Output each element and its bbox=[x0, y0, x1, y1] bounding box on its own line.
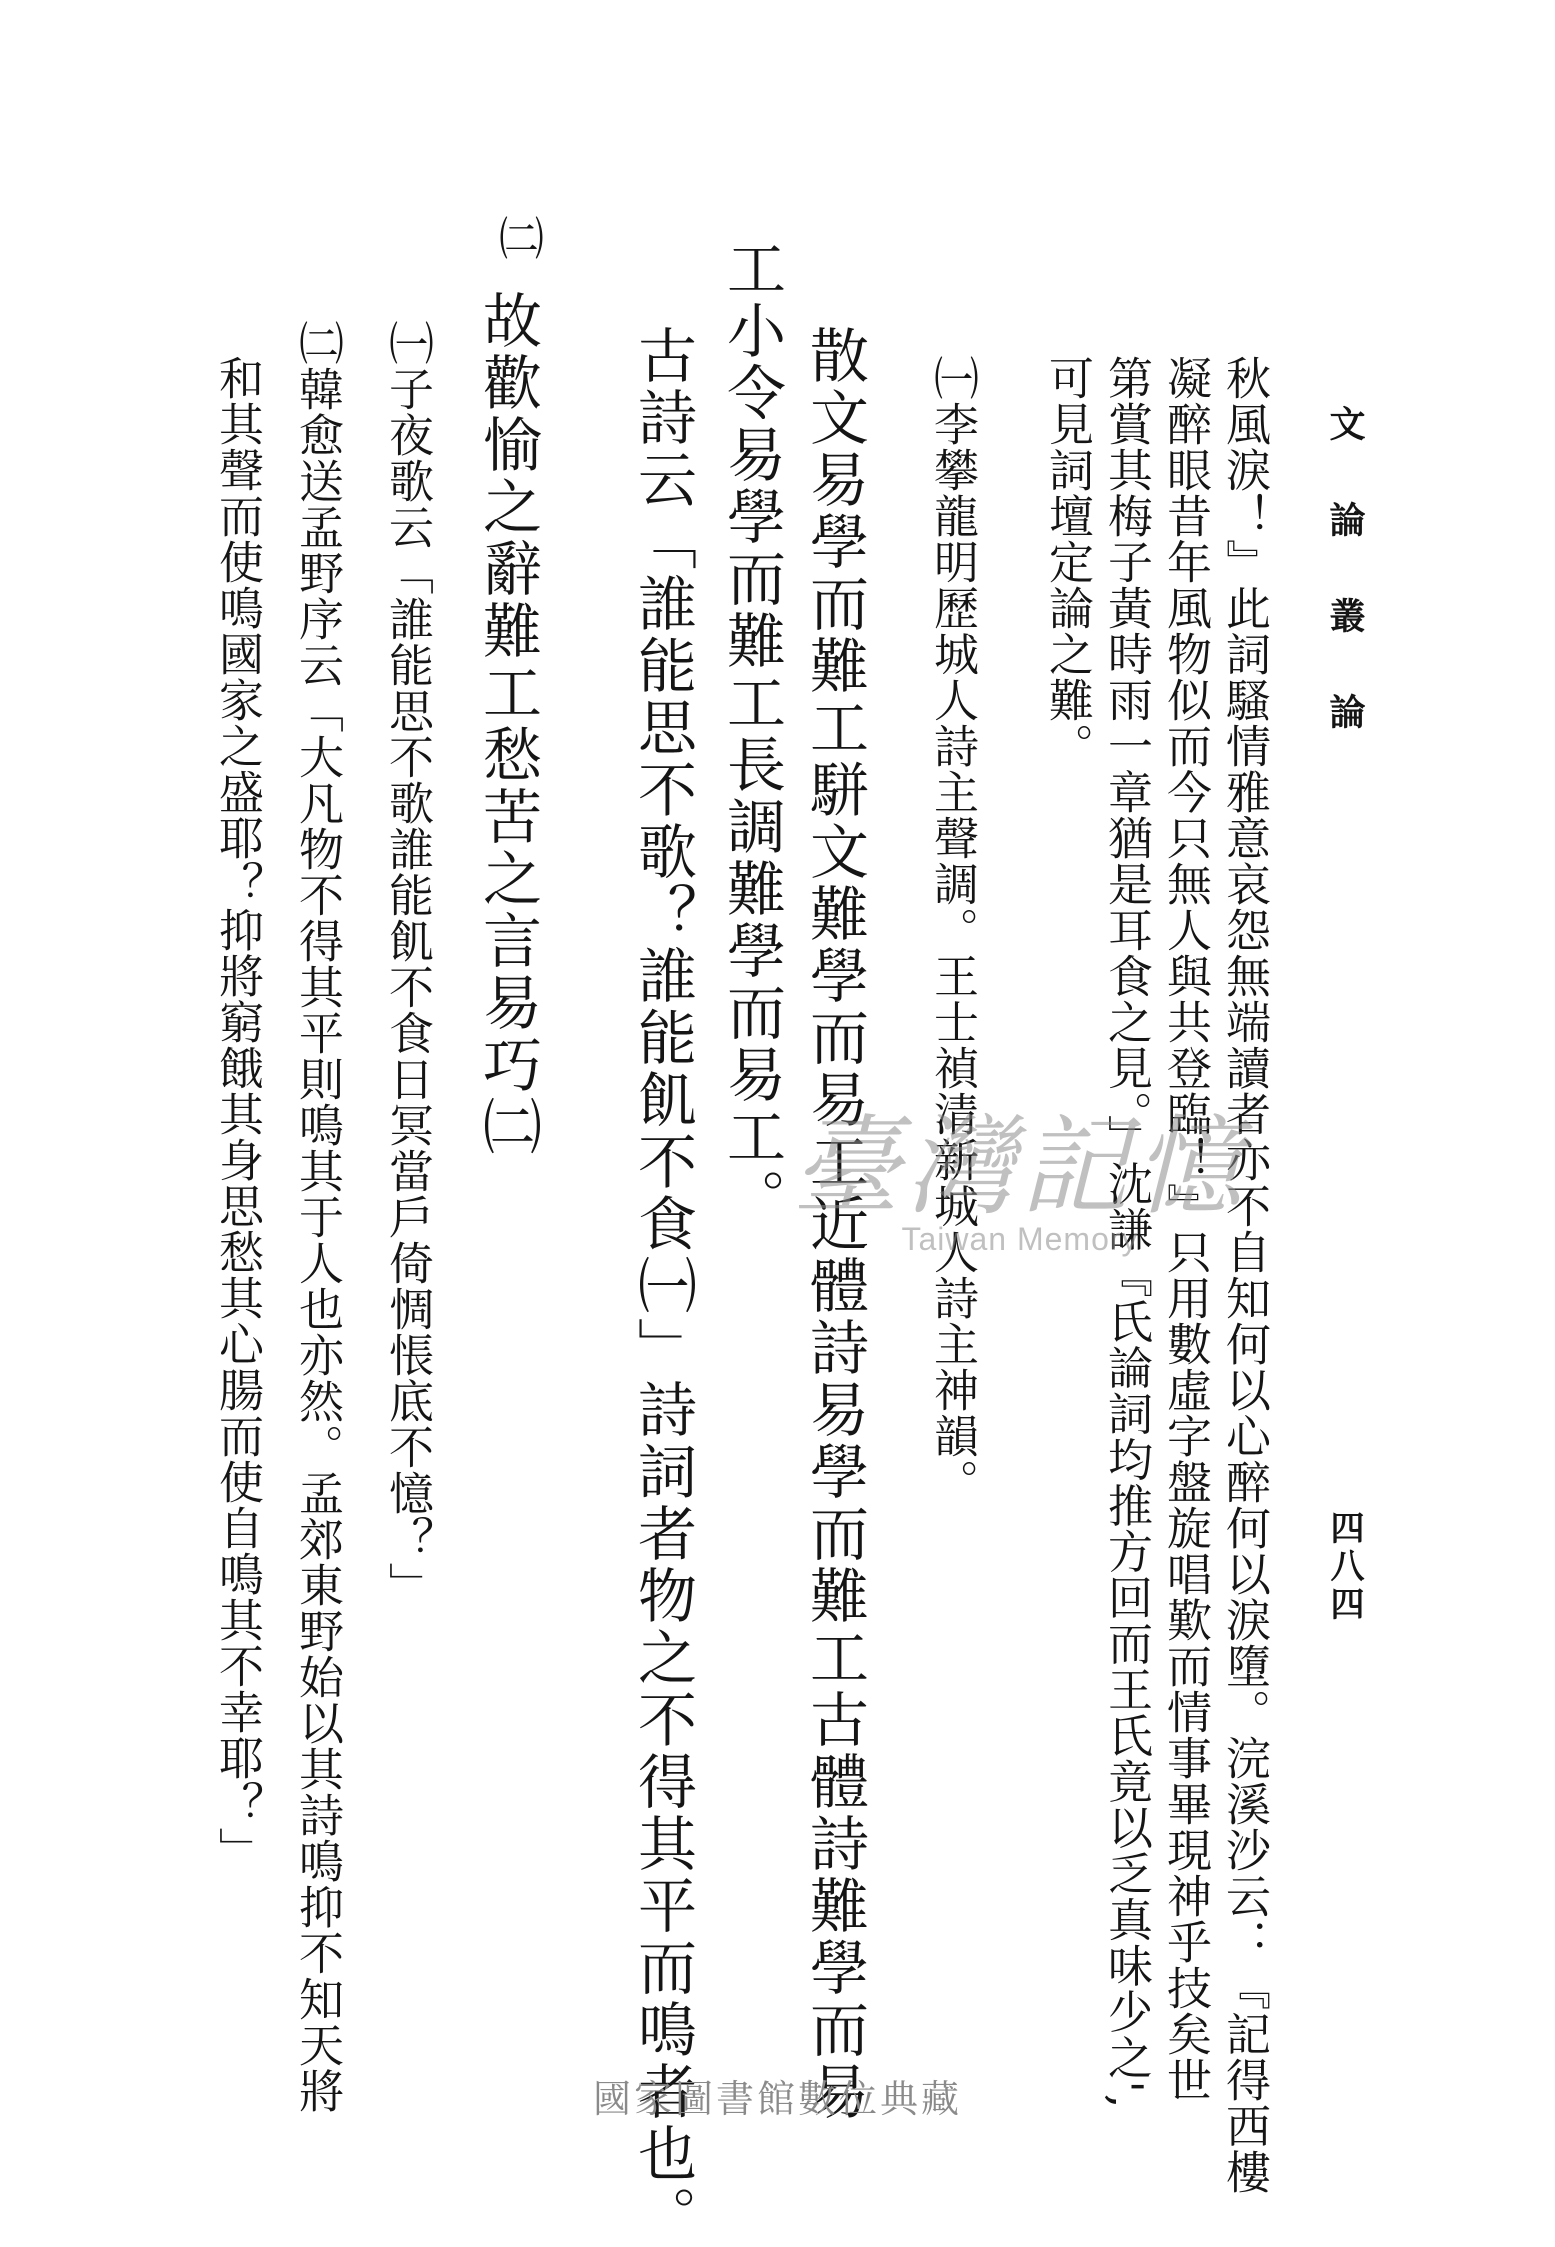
watermark-main: 臺灣記憶 bbox=[791, 1105, 1248, 1230]
section-marker-a: ㈡ bbox=[491, 215, 544, 261]
text-column-7: 古詩云「誰能思不歌？誰能飢不食㈠」詩詞者物之不得其平而鳴者也。 bbox=[628, 325, 697, 2247]
running-head-title: 文論叢論 bbox=[1324, 405, 1366, 789]
footer-credit: 國家圖書館數位典藏 bbox=[592, 2077, 962, 2121]
text-column-8: 故歡愉之辭難工愁苦之言易巧㈡ bbox=[473, 290, 542, 1158]
text-column-6: 工小令易學而難工長調難學而易工。 bbox=[717, 238, 786, 1230]
text-column-2: 凝醉眼昔年風物似而今只無人與共登臨！』只用數虛字盤旋唱歎而情事畢現神乎技矣世 bbox=[1159, 355, 1212, 2103]
watermark-sub: Taiwan Memory bbox=[901, 1221, 1139, 1257]
note-column-1: ㈠李攀龍明歷城人詩主聲調。王士禎清新城人詩主神韻。 bbox=[926, 355, 979, 1505]
page-number: 四八四 bbox=[1324, 1510, 1364, 1624]
text-column-3: 第賞其梅子黃時雨一章猶是耳食之見。」沈謙『氏論詞均推方回而王氏竟以乏真味少之', bbox=[1100, 355, 1153, 2110]
note-column-4: 和其聲而使鳴國家之盛耶？抑將窮餓其身思愁其心腸而使自鳴其不幸耶？」 bbox=[211, 355, 264, 1873]
text-column-1: 秋風淚！』此詞騷情雅意哀怨無端讀者亦不自知何以心醉何以淚墮。浣溪沙云：『記得西樓 bbox=[1218, 355, 1271, 2195]
note-column-3: ㈡韓愈送孟野序云「大凡物不得其平則鳴其于人也亦然。孟郊東野始以其詩鳴抑不知天將 bbox=[291, 320, 344, 2114]
note-column-2: ㈠子夜歌云「誰能思不歌誰能飢不食日冥當戶倚惆悵底不憶？」 bbox=[381, 320, 434, 1608]
text-column-4: 可見詞壇定論之難。 bbox=[1041, 355, 1094, 769]
text-column-5: 散文易學而難工駢文難學而易工近體詩易學而難工古體詩難學而易 bbox=[800, 325, 869, 2123]
